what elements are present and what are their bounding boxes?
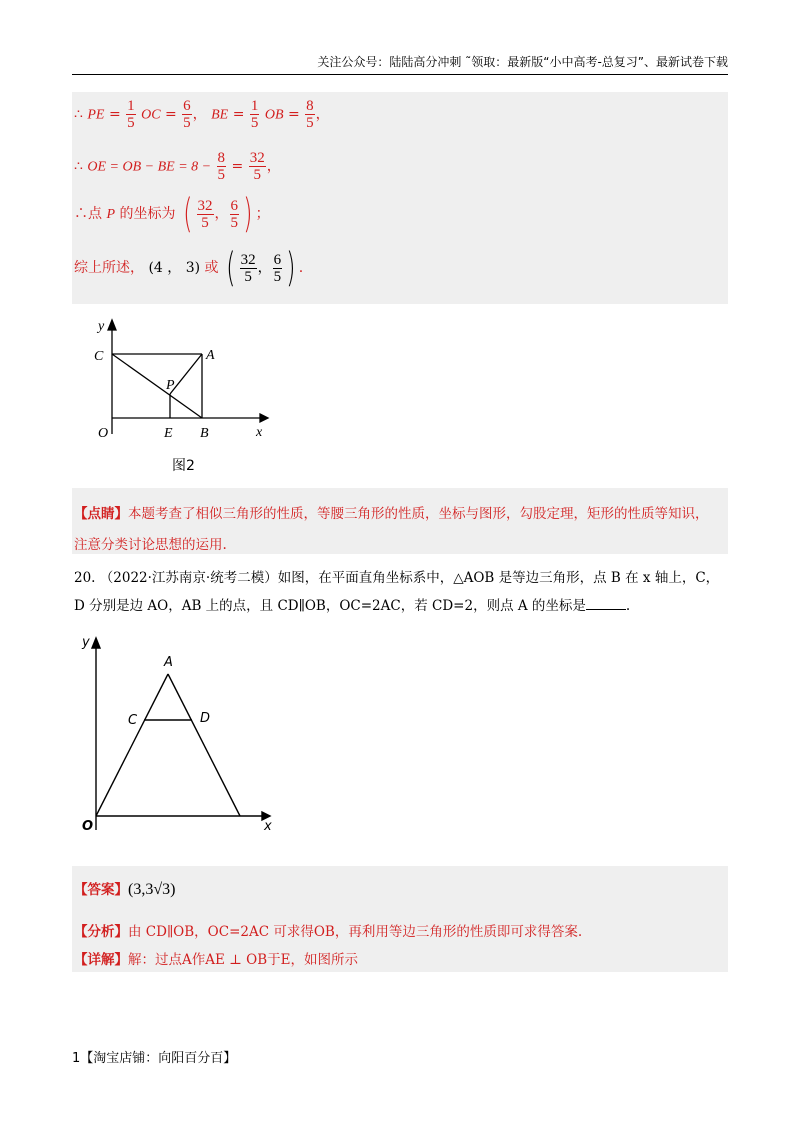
question-text-2: D 分别是边 AO，AB 上的点，且 CD∥OB，OC=2AC，若 CD=2，则点 A 的坐标是	[74, 598, 586, 614]
answer-value: (3,3√3)	[128, 881, 176, 898]
p-label: P	[106, 207, 116, 222]
answer-tag: 【答案】	[74, 882, 128, 898]
equals: =	[108, 106, 121, 123]
therefore-symbol: ∴	[74, 106, 83, 123]
dianjing-text-1: 本题考查了相似三角形的性质，等腰三角形的性质，坐标与图形，勾股定理，矩形的性质等知识，	[128, 506, 709, 522]
fraction: $\frac{6}{5}$	[273, 251, 282, 285]
end-punct: ，	[315, 106, 330, 123]
separator: ，	[192, 106, 207, 123]
pe-label: PE	[87, 107, 105, 123]
solution-line-4	[74, 245, 304, 291]
equals: =	[231, 158, 244, 175]
end-punct: .	[298, 260, 304, 276]
therefore-symbol: ∴	[74, 158, 83, 175]
end-punct: ，	[266, 158, 281, 175]
analysis-text: 由 CD∥OB，OC=2AC 可求得OB，再利用等边三角形的性质即可求得答案.	[128, 924, 583, 940]
question-text-1: （2022·江苏南京·统考二模）如图，在平面直角坐标系中，△AOB 是等边三角形，点 B 在 x 轴上，C，	[99, 570, 720, 586]
y-axis-label: y	[98, 319, 105, 334]
solution-line-1	[74, 98, 330, 131]
fraction: $\frac{32}{5}$	[197, 197, 213, 231]
detail-tag: 【详解】	[74, 952, 128, 968]
comma: ，	[214, 206, 229, 222]
x-axis-label: x	[264, 819, 272, 834]
question-20-line-1	[74, 566, 719, 586]
answer-blank	[586, 597, 626, 610]
end-punct: ；	[255, 206, 270, 222]
detail-text: 解：过点A作AE ⊥ OB于E，如图所示	[128, 952, 358, 968]
page-header	[72, 52, 728, 75]
detail-line	[74, 948, 358, 968]
point-a-label: A	[164, 655, 173, 670]
y-axis-label: y	[82, 635, 90, 650]
left-paren: (	[183, 191, 193, 237]
fraction: $\frac{1}{5}$	[127, 98, 135, 131]
point-d-label: D	[200, 711, 211, 726]
figure-2	[72, 304, 280, 488]
point-b-label: B	[200, 426, 209, 441]
be-label: BE	[211, 107, 229, 123]
right-paren: )	[243, 191, 253, 237]
point-c-label: C	[94, 349, 104, 364]
fraction: $\frac{32}{5}$	[249, 150, 265, 183]
x-axis-label: x	[256, 425, 263, 440]
fraction: $\frac{32}{5}$	[240, 251, 256, 285]
right-paren: )	[286, 245, 296, 291]
footer-text: 1【淘宝店铺：向阳百分百】	[72, 1051, 237, 1066]
point-p-label: P	[166, 378, 175, 393]
equals: =	[164, 106, 177, 123]
page-footer	[72, 1047, 236, 1066]
comma: ，	[257, 260, 272, 276]
fraction: $\frac{8}{5}$	[217, 150, 226, 183]
fraction: $\frac{6}{5}$	[183, 98, 191, 131]
point-4-3: (4 ， 3)	[148, 260, 201, 276]
or-text: 或	[204, 260, 219, 276]
figure-question-20	[72, 630, 292, 840]
oc-label: OC	[141, 107, 161, 123]
ob-label: OB	[264, 107, 284, 123]
coord-text: 的坐标为	[119, 206, 176, 222]
question-20-line-2	[74, 594, 630, 614]
point-e-label: E	[164, 426, 173, 441]
summary-text: 综上所述，	[74, 260, 144, 276]
point-c-label: C	[128, 713, 138, 728]
solution-line-2	[74, 150, 281, 183]
dianjing-tag: 【点睛】	[74, 506, 128, 522]
left-paren: (	[226, 245, 236, 291]
figure-caption: 图2	[172, 458, 195, 474]
fraction: $\frac{6}{5}$	[230, 197, 239, 231]
oe-expression: OE = OB − BE = 8 −	[87, 159, 212, 175]
analysis-line	[74, 920, 582, 940]
answer-line	[74, 878, 175, 899]
therefore-point: ∴点	[74, 206, 102, 222]
dianjing-text-2: 注意分类讨论思想的运用.	[74, 537, 227, 553]
fraction: $\frac{8}{5}$	[306, 98, 314, 131]
end-punct: .	[625, 598, 631, 614]
question-number: 20.	[74, 570, 96, 586]
fraction: $\frac{1}{5}$	[250, 98, 259, 131]
dianjing-line-1	[74, 502, 709, 522]
equals: =	[232, 106, 245, 123]
point-o-label: O	[98, 426, 109, 441]
header-text: 关注公众号：陆陆高分冲刺 ˜领取：最新版“小中高考-总复习”、最新试卷下载	[317, 55, 728, 69]
point-a-label: A	[206, 348, 215, 363]
point-o-label: O	[82, 819, 94, 834]
solution-line-3	[74, 191, 270, 237]
equals: =	[287, 106, 300, 123]
analysis-tag: 【分析】	[74, 924, 128, 940]
dianjing-line-2	[74, 533, 227, 553]
